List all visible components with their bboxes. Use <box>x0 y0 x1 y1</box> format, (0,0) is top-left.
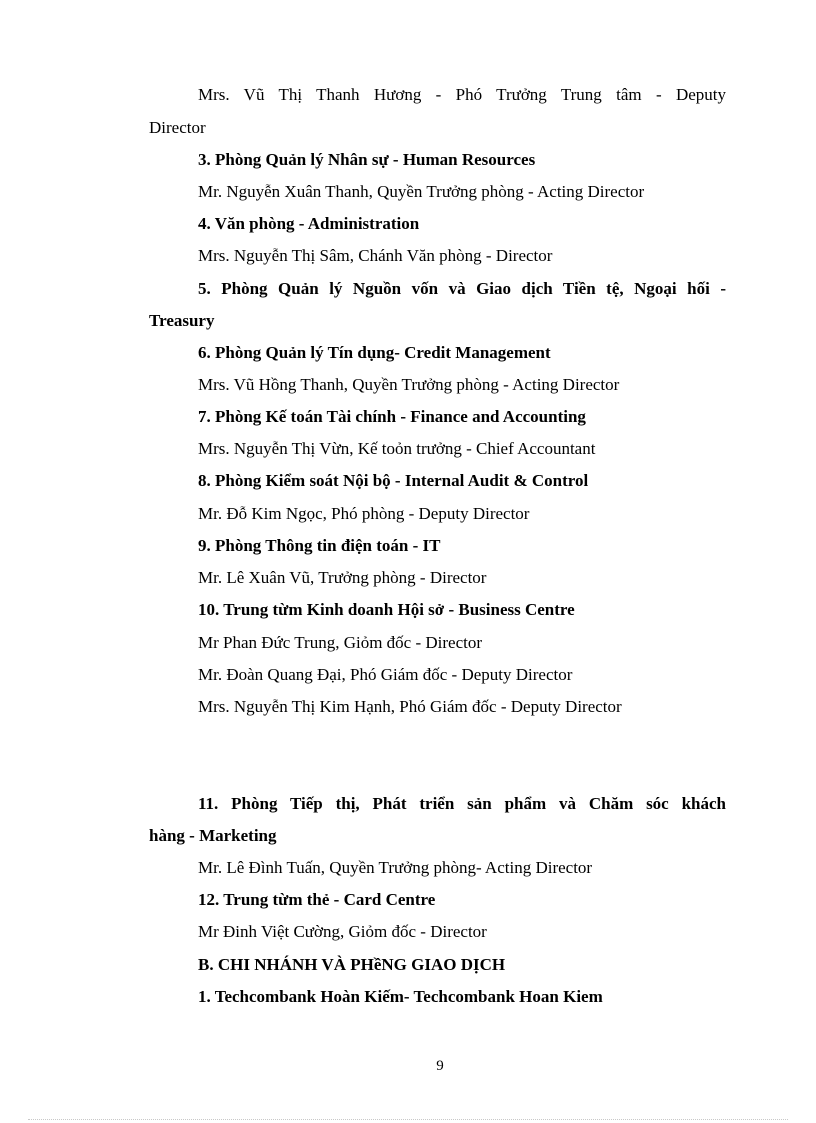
section-heading: 5. Phòng Quản lý Nguồn vốn và Giao dịch Tiền tệ, Ngoại hối - <box>198 279 726 298</box>
text-line: Mrs. Nguyễn Thị Sâm, Chánh Văn phòng - Director <box>198 246 553 265</box>
text-line: Mr. Lê Xuân Vũ, Trưởng phòng - Director <box>198 568 487 587</box>
section-heading: B. CHI NHÁNH VÀ PHềNG GIAO DỊCH <box>198 955 506 974</box>
text-line: Mr. Nguyễn Xuân Thanh, Quyền Trưởng phòng - Acting Director <box>198 182 645 201</box>
section-heading: 7. Phòng Kế toán Tài chính - Finance and Accounting <box>198 407 586 426</box>
section-heading: 6. Phòng Quản lý Tín dụng- Credit Management <box>198 343 551 362</box>
section-heading: hàng - Marketing <box>149 826 277 845</box>
text-line: Mr Phan Đức Trung, Giỏm đốc - Director <box>198 633 483 652</box>
text-line: Director <box>149 118 206 137</box>
section-heading: 4. Văn phòng - Administration <box>198 214 420 233</box>
footer-divider <box>28 1119 788 1120</box>
section-heading: Treasury <box>149 311 215 330</box>
text-line: Mr. Đoàn Quang Đại, Phó Giám đốc - Deputy Director <box>198 665 573 684</box>
section-heading: 11. Phòng Tiếp thị, Phát triển sản phẩm và Chăm sóc khách <box>198 794 726 813</box>
text-line: Mr. Lê Đình Tuấn, Quyền Trưởng phòng- Acting Director <box>198 858 593 877</box>
section-heading: 3. Phòng Quản lý Nhân sự - Human Resources <box>198 150 536 169</box>
text-line: Mrs. Nguyễn Thị Kim Hạnh, Phó Giám đốc - Deputy Director <box>198 697 622 716</box>
text-line: Mrs. Vũ Thị Thanh Hương - Phó Trưởng Trung tâm - Deputy <box>198 85 726 104</box>
section-heading: 12. Trung từm thẻ - Card Centre <box>198 890 436 909</box>
section-heading: 10. Trung từm Kinh doanh Hội sở - Business Centre <box>198 600 575 619</box>
text-line: Mr Đinh Việt Cường, Giỏm đốc - Director <box>198 922 487 941</box>
section-heading: 9. Phòng Thông tin điện toán - IT <box>198 536 441 555</box>
text-line: Mrs. Vũ Hồng Thanh, Quyền Trưởng phòng - Acting Director <box>198 375 620 394</box>
section-heading: 1. Techcombank Hoàn Kiếm- Techcombank Hoan Kiem <box>198 987 603 1006</box>
text-line: Mrs. Nguyễn Thị Vừn, Kế toỏn trưởng - Chief Accountant <box>198 439 596 458</box>
section-heading: 8. Phòng Kiểm soát Nội bộ - Internal Audit & Control <box>198 471 589 490</box>
text-line: Mr. Đỗ Kim Ngọc, Phó phòng - Deputy Director <box>198 504 530 523</box>
page-number: 9 <box>436 1058 444 1074</box>
